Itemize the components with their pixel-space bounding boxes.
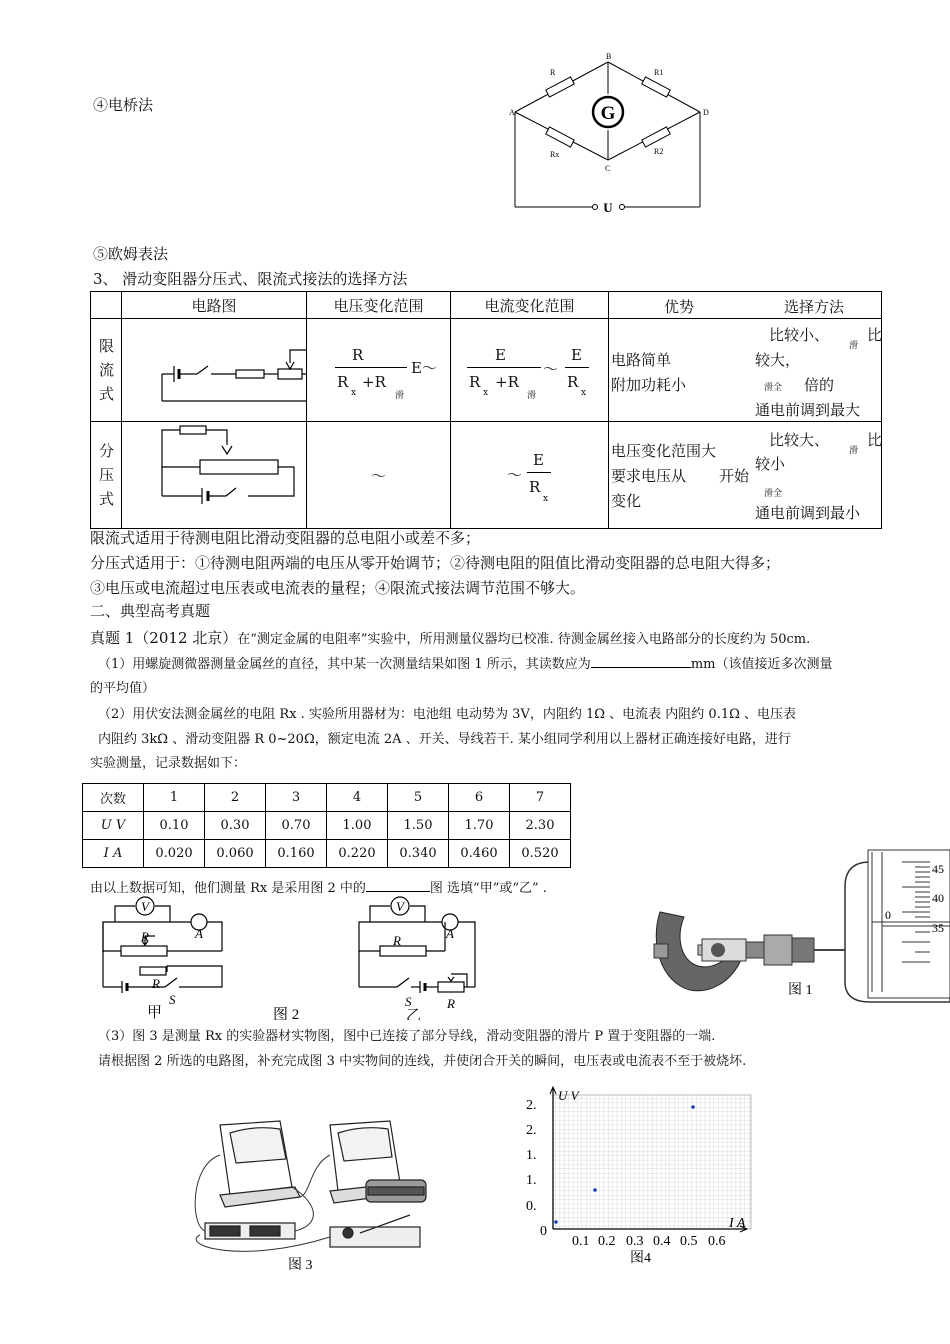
- fig2-left-voltmeter: V: [141, 899, 149, 914]
- fig1-caption: 图 1: [788, 983, 813, 998]
- micrometer-scale-45: 45: [932, 862, 944, 876]
- voltage-cell: 0.30: [205, 812, 266, 840]
- bridge-method-label: ④电桥法: [93, 96, 154, 114]
- node-a: A: [509, 108, 515, 117]
- divider-select-1: 比较大、: [769, 431, 830, 449]
- resistor-rx: Rx: [550, 150, 560, 159]
- divider-select-2: 较小: [755, 455, 786, 473]
- fig2-left-r-bottom: R: [152, 976, 160, 991]
- voltage-cell: 1.50: [388, 812, 449, 840]
- count-cell: 6: [449, 784, 510, 812]
- fig4-x-tick: 0.3: [626, 1234, 644, 1249]
- current-cell: 0.460: [449, 840, 510, 868]
- divider-name-cell: [91, 422, 122, 529]
- divider-i-tilde: ～: [507, 466, 523, 484]
- limit-advantage-1: 电路简单: [611, 351, 672, 369]
- fig4-point: [691, 1105, 695, 1109]
- count-cell: 4: [327, 784, 388, 812]
- fig2-left-ammeter: A: [195, 926, 203, 941]
- node-b: B: [606, 52, 612, 61]
- limit-circuit-diagram: [122, 319, 306, 417]
- limit-voltage-cell: [307, 319, 451, 422]
- figure-4-grid-chart: [520, 1085, 770, 1270]
- fig2-right-voltmeter: V: [396, 899, 404, 914]
- limit-select-1-end: 比: [867, 326, 883, 344]
- q1-answer-blank-1[interactable]: [591, 655, 691, 668]
- resistor-r1: R1: [654, 68, 664, 77]
- node-d: D: [703, 108, 709, 117]
- current-cell: 0.340: [388, 840, 449, 868]
- fig4-y-tick: 2.: [526, 1098, 537, 1113]
- q1-part3-line2: 请根据图 2 所选的电路图，补充完成图 3 中实物间的连线，并使闭合开关的瞬间，电压表或电流表不至于被烧坏.: [98, 1054, 747, 1069]
- q1-conclusion-end: 图 选填“甲”或“乙” .: [429, 881, 547, 896]
- current-cell: 0.220: [327, 840, 388, 868]
- fig4-y-axis-label: U V: [558, 1088, 579, 1103]
- divider-circuit-cell: [122, 422, 307, 529]
- section3-title: 3、 滑动变阻器分压式、限流式接法的选择方法: [93, 270, 408, 288]
- limit-i-tilde: ～: [543, 360, 559, 378]
- current-cell: 0.520: [510, 840, 571, 868]
- limit-i-den1-plus: +R: [495, 373, 519, 391]
- fig3-caption: 图 3: [288, 1258, 313, 1273]
- limit-v-numerator: R: [352, 346, 364, 364]
- limit-name-cell: [91, 319, 122, 422]
- divider-circuit-diagram: [122, 422, 306, 524]
- micrometer-scale-40: 40: [932, 891, 944, 905]
- measurement-table: [82, 783, 571, 868]
- q1-intro-line: [90, 627, 810, 648]
- figure-2-circuits: [95, 892, 495, 1020]
- header-advantage: 优势: [664, 298, 695, 316]
- limit-i-den1-sub-x: x: [483, 388, 489, 398]
- divider-voltage-cell: [307, 422, 451, 529]
- fig4-x-axis-label: I A: [729, 1216, 746, 1231]
- fig4-caption: 图4: [630, 1251, 651, 1266]
- voltage-cell: 0.70: [266, 812, 327, 840]
- fig4-x-tick: 0.5: [680, 1234, 698, 1249]
- fig4-point: [554, 1220, 558, 1224]
- limit-select-1-sub: 滑: [849, 341, 859, 351]
- header-voltage: 电压变化范围: [307, 292, 451, 319]
- q1-part1-unit: mm（该值接近多次测量: [690, 657, 833, 672]
- current-cell: 0.160: [266, 840, 327, 868]
- fig4-x-tick: 0.6: [708, 1234, 726, 1249]
- limit-v-den-sub-x: x: [351, 388, 357, 398]
- count-cell: 1: [144, 784, 205, 812]
- divider-select-3-sub: 滑全: [764, 489, 783, 499]
- divider-v-range: ～: [370, 466, 386, 485]
- voltage-cell: 0.10: [144, 812, 205, 840]
- count-cell: 5: [388, 784, 449, 812]
- divider-adv-sel-cell: [609, 422, 882, 529]
- fig2-left-r-top: R: [141, 929, 149, 944]
- q1-lead: 真题 1（2012 北京）: [90, 629, 238, 647]
- voltage-cell: 1.00: [327, 812, 388, 840]
- fig2-right-label: 乙: [406, 1008, 422, 1020]
- fig2-caption: 图 2: [273, 1007, 300, 1020]
- limit-v-den-plus: +R: [362, 373, 386, 391]
- current-cell: 0.060: [205, 840, 266, 868]
- fig4-x-tick: 0.4: [653, 1234, 671, 1249]
- divider-select-4: 通电前调到最小: [755, 504, 861, 522]
- header-current: 电流变化范围: [451, 292, 609, 319]
- table-row-count: [83, 784, 571, 812]
- divider-advantage-2b: 开始: [719, 467, 750, 485]
- ohmmeter-method-label: ⑤欧姆表法: [93, 245, 169, 263]
- q1-part1-cont: 的平均值）: [90, 681, 156, 696]
- q1-part3-line1: （3）图 3 是测量 Rx 的实验器材实物图，图中已连接了部分导线，滑动变阻器的滑片 P 置于变阻器的一端.: [98, 1029, 716, 1044]
- divider-name: 分压式: [99, 442, 115, 508]
- q1-answer-blank-2[interactable]: [366, 880, 430, 892]
- row-label-voltage: U V: [83, 812, 144, 840]
- divider-advantage-3: 变化: [611, 492, 642, 510]
- limit-current-cell: [451, 319, 609, 422]
- bridge-circuit-diagram: [500, 50, 720, 220]
- micrometer-scale-35: 35: [932, 921, 944, 935]
- q1-part2-line3: 实验测量，记录数据如下：: [90, 756, 247, 771]
- q1-part1-text: （1）用螺旋测微器测量金属丝的直径，其中某一次测量结果如图 1 所示，其读数应为: [98, 657, 591, 672]
- limit-circuit-cell: [122, 319, 307, 422]
- node-c: C: [605, 164, 611, 173]
- resistor-r2: R2: [654, 147, 664, 156]
- limit-i-den2-sub-x: x: [581, 388, 587, 398]
- fig2-left-switch: S: [169, 992, 176, 1007]
- limit-select-1: 比较小、: [769, 326, 830, 344]
- current-cell: 0.020: [144, 840, 205, 868]
- header-adv-sel: [609, 292, 882, 319]
- grid-area: [553, 1095, 751, 1229]
- divider-i-numerator: E: [533, 451, 544, 469]
- note-1: 限流式适用于待测电阻比滑动变阻器的总电阻小或差不多；: [90, 529, 481, 547]
- q1-part1-line: [98, 653, 832, 672]
- count-cell: 7: [510, 784, 571, 812]
- row-label-count: 次数: [83, 784, 144, 812]
- header-circuit: 电路图: [122, 292, 307, 319]
- fig4-y-tick: 0.: [526, 1199, 537, 1214]
- fig4-y-tick: 0: [540, 1224, 547, 1239]
- count-cell: 3: [266, 784, 327, 812]
- table-row-current: [83, 840, 571, 868]
- divider-i-den-r: R: [529, 478, 541, 496]
- fig4-x-tick: 0.2: [598, 1234, 616, 1249]
- galvanometer-label: G: [600, 103, 616, 124]
- voltage-cell: 2.30: [510, 812, 571, 840]
- fig4-x-tick: 0.1: [572, 1234, 590, 1249]
- voltage-cell: 1.70: [449, 812, 510, 840]
- fig4-y-tick: 2.: [526, 1123, 537, 1138]
- limit-v-after: E～: [411, 359, 437, 377]
- micrometer-zero: 0: [885, 908, 891, 922]
- fig2-right-r-top: R: [393, 933, 401, 948]
- count-cell: 2: [205, 784, 266, 812]
- header-selection: 选择方法: [784, 298, 845, 316]
- limit-i-den1-r: R: [469, 373, 481, 391]
- q1-conclusion-text: 由以上数据可知，他们测量 Rx 是采用图 2 中的: [90, 881, 366, 896]
- row-label-current: I A: [83, 840, 144, 868]
- limit-adv-sel-cell: [609, 319, 882, 422]
- limit-name: 限流式: [99, 337, 115, 403]
- limit-v-den-sub-slide: 滑: [395, 391, 405, 401]
- limit-select-3-sub: 滑全: [764, 383, 783, 393]
- note-3: ③电压或电流超过电压表或电流表的量程；④限流式接法调节范围不够大。: [90, 579, 586, 597]
- fig4-point: [593, 1188, 597, 1192]
- limit-select-2: 较大，: [755, 351, 801, 369]
- figure-1-micrometer: [640, 842, 950, 1010]
- fig4-y-tick: 1.: [526, 1173, 537, 1188]
- fig2-right-switch: S: [405, 994, 412, 1009]
- limit-advantage-2: 附加功耗小: [611, 376, 687, 394]
- limit-i-numerator1: E: [495, 346, 506, 364]
- q1-intro: 在“测定金属的电阻率”实验中，所用测量仪器均已校准. 待测金属丝接入电路部分的长度约为 50cm.: [237, 632, 811, 647]
- fig2-right-r-bottom: R: [447, 996, 455, 1011]
- divider-advantage-2: 要求电压从: [611, 467, 687, 485]
- limit-v-den-r: R: [337, 373, 349, 391]
- section-two-title: 二、典型高考真题: [90, 602, 211, 620]
- divider-advantage-1: 电压变化范围大: [611, 442, 717, 460]
- limit-i-numerator2: E: [571, 346, 582, 364]
- q1-part2-line1: （2）用伏安法测金属丝的电阻 Rx . 实验所用器材为：电池组 电动势为 3V，内阻约 1Ω 、电流表 内阻约 0.1Ω 、电压表: [98, 707, 797, 722]
- fig2-right-ammeter: A: [446, 926, 454, 941]
- divider-current-cell: [451, 422, 609, 529]
- limit-i-den2-r: R: [567, 373, 579, 391]
- limit-i-den1-sub-slide: 滑: [527, 391, 537, 401]
- limit-select-4: 通电前调到最大: [755, 401, 861, 419]
- fig2-left-label: 甲: [147, 1005, 163, 1020]
- resistor-r: R: [550, 68, 556, 77]
- table-row-voltage: [83, 812, 571, 840]
- note-2: 分压式适用于：①待测电阻两端的电压从零开始调节；②待测电阻的阻值比滑动变阻器的总电阻大得多；: [90, 554, 781, 572]
- divider-i-den-sub-x: x: [543, 494, 549, 504]
- figure-3-apparatus: [180, 1115, 450, 1275]
- divider-select-1-end: 比: [867, 431, 883, 449]
- limit-select-3: 倍的: [804, 376, 835, 394]
- divider-select-1-sub: 滑: [849, 446, 859, 456]
- fig4-y-tick: 1.: [526, 1148, 537, 1163]
- source-label: U: [603, 200, 613, 215]
- q1-part2-line2: 内阻约 3kΩ 、滑动变阻器 R 0~20Ω，额定电流 2A 、开关、导线若干. 某小组同学利用以上器材正确连接好电路，进行: [98, 732, 791, 747]
- rheostat-selection-table: [90, 291, 882, 529]
